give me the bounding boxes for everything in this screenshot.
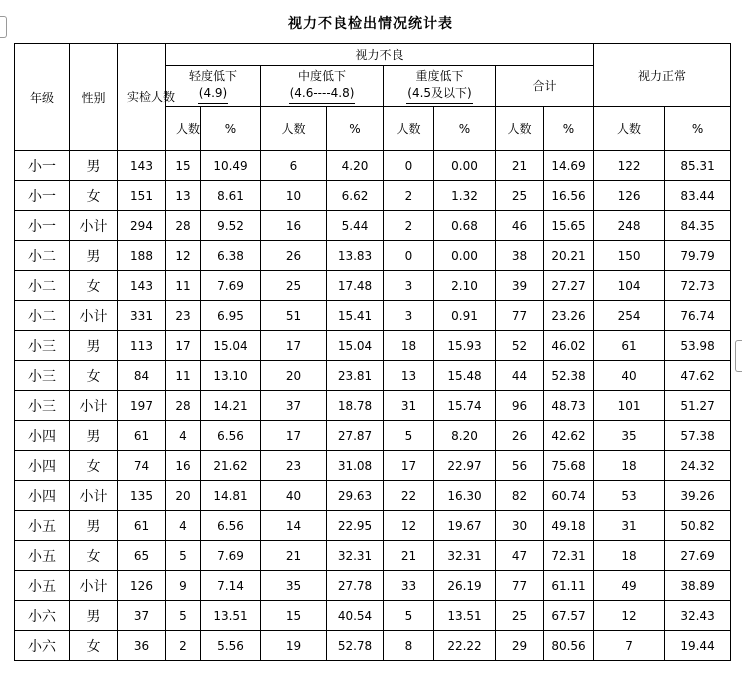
cell-examined: 37 xyxy=(118,601,166,631)
cell-moderate-count: 16 xyxy=(261,211,327,241)
cell-normal-percent: 47.62 xyxy=(665,361,731,391)
cell-grade: 小三 xyxy=(15,361,70,391)
cell-gender: 小计 xyxy=(70,301,118,331)
cell-subtotal-count: 82 xyxy=(496,481,544,511)
cell-mild-count: 13 xyxy=(166,181,201,211)
cell-severe-percent: 15.74 xyxy=(434,391,496,421)
cell-moderate-count: 14 xyxy=(261,511,327,541)
cell-examined: 143 xyxy=(118,271,166,301)
cell-subtotal-count: 38 xyxy=(496,241,544,271)
header-mild-percent: % xyxy=(201,107,261,151)
cell-subtotal-count: 77 xyxy=(496,301,544,331)
cell-examined: 188 xyxy=(118,241,166,271)
cell-subtotal-count: 46 xyxy=(496,211,544,241)
header-severe xyxy=(384,66,496,107)
cell-moderate-percent: 15.41 xyxy=(327,301,384,331)
table-row xyxy=(15,601,731,631)
cell-mild-percent: 15.04 xyxy=(201,331,261,361)
cell-normal-count: 31 xyxy=(594,511,665,541)
cell-grade: 小五 xyxy=(15,541,70,571)
cell-mild-count: 12 xyxy=(166,241,201,271)
cell-moderate-count: 51 xyxy=(261,301,327,331)
cell-gender: 女 xyxy=(70,271,118,301)
cell-subtotal-count: 25 xyxy=(496,601,544,631)
cell-moderate-percent: 29.63 xyxy=(327,481,384,511)
cell-mild-percent: 9.52 xyxy=(201,211,261,241)
cell-subtotal-percent: 49.18 xyxy=(544,511,594,541)
header-normal-count: 人数 xyxy=(594,107,665,151)
cell-severe-percent: 0.91 xyxy=(434,301,496,331)
cell-grade: 小一 xyxy=(15,211,70,241)
cell-normal-percent: 50.82 xyxy=(665,511,731,541)
cell-normal-percent: 76.74 xyxy=(665,301,731,331)
cell-subtotal-count: 29 xyxy=(496,631,544,661)
cell-mild-count: 17 xyxy=(166,331,201,361)
cell-examined: 294 xyxy=(118,211,166,241)
cell-normal-percent: 83.44 xyxy=(665,181,731,211)
cell-mild-percent: 6.95 xyxy=(201,301,261,331)
cell-gender: 小计 xyxy=(70,391,118,421)
cell-severe-count: 21 xyxy=(384,541,434,571)
cell-normal-percent: 53.98 xyxy=(665,331,731,361)
cell-mild-percent: 6.56 xyxy=(201,421,261,451)
cell-moderate-percent: 31.08 xyxy=(327,451,384,481)
cell-normal-count: 18 xyxy=(594,451,665,481)
table-row xyxy=(15,241,731,271)
cell-moderate-percent: 13.83 xyxy=(327,241,384,271)
cell-subtotal-percent: 42.62 xyxy=(544,421,594,451)
cell-grade: 小四 xyxy=(15,451,70,481)
cell-mild-percent: 7.14 xyxy=(201,571,261,601)
cell-gender: 男 xyxy=(70,241,118,271)
cell-moderate-percent: 15.04 xyxy=(327,331,384,361)
cell-moderate-count: 15 xyxy=(261,601,327,631)
header-moderate-range: (4.6----4.8) xyxy=(289,85,356,104)
cell-subtotal-count: 77 xyxy=(496,571,544,601)
table-row xyxy=(15,481,731,511)
cell-subtotal-count: 30 xyxy=(496,511,544,541)
cell-moderate-count: 37 xyxy=(261,391,327,421)
cell-grade: 小三 xyxy=(15,391,70,421)
cell-mild-percent: 6.56 xyxy=(201,511,261,541)
cell-normal-percent: 72.73 xyxy=(665,271,731,301)
cell-severe-count: 17 xyxy=(384,451,434,481)
cell-examined: 61 xyxy=(118,421,166,451)
cell-normal-percent: 79.79 xyxy=(665,241,731,271)
header-mild-label: 轻度低下 xyxy=(188,69,237,83)
cell-normal-count: 7 xyxy=(594,631,665,661)
cell-grade: 小二 xyxy=(15,271,70,301)
header-severe-range: (4.5及以下) xyxy=(406,85,472,104)
header-mild-count: 人数 xyxy=(166,107,201,151)
cell-normal-count: 126 xyxy=(594,181,665,211)
cell-severe-percent: 15.48 xyxy=(434,361,496,391)
page-title: 视力不良检出情况统计表 xyxy=(288,16,453,32)
cell-subtotal-percent: 16.56 xyxy=(544,181,594,211)
cell-mild-count: 11 xyxy=(166,271,201,301)
cell-mild-percent: 14.81 xyxy=(201,481,261,511)
cell-examined: 65 xyxy=(118,541,166,571)
table-row xyxy=(15,631,731,661)
cell-mild-percent: 7.69 xyxy=(201,541,261,571)
cell-grade: 小一 xyxy=(15,151,70,181)
header-moderate-label: 中度低下 xyxy=(297,69,346,83)
cell-mild-count: 4 xyxy=(166,421,201,451)
cell-grade: 小五 xyxy=(15,511,70,541)
cell-moderate-count: 19 xyxy=(261,631,327,661)
cell-mild-count: 11 xyxy=(166,361,201,391)
header-subtotal-count: 人数 xyxy=(496,107,544,151)
table-row xyxy=(15,451,731,481)
cell-subtotal-percent: 72.31 xyxy=(544,541,594,571)
cell-normal-percent: 85.31 xyxy=(665,151,731,181)
cell-severe-percent: 13.51 xyxy=(434,601,496,631)
cell-moderate-percent: 40.54 xyxy=(327,601,384,631)
cell-normal-count: 35 xyxy=(594,421,665,451)
cell-examined: 36 xyxy=(118,631,166,661)
cell-normal-percent: 57.38 xyxy=(665,421,731,451)
cell-subtotal-count: 39 xyxy=(496,271,544,301)
cell-gender: 男 xyxy=(70,331,118,361)
cell-subtotal-percent: 48.73 xyxy=(544,391,594,421)
cell-examined: 126 xyxy=(118,571,166,601)
cell-moderate-count: 17 xyxy=(261,421,327,451)
cell-subtotal-percent: 60.74 xyxy=(544,481,594,511)
cell-mild-percent: 5.56 xyxy=(201,631,261,661)
cell-moderate-percent: 18.78 xyxy=(327,391,384,421)
cell-severe-percent: 16.30 xyxy=(434,481,496,511)
cell-subtotal-percent: 15.65 xyxy=(544,211,594,241)
header-normal-vision: 视力正常 xyxy=(594,44,731,107)
cell-severe-count: 31 xyxy=(384,391,434,421)
table-row xyxy=(15,211,731,241)
cell-gender: 女 xyxy=(70,541,118,571)
cell-severe-percent: 15.93 xyxy=(434,331,496,361)
header-poor-vision: 视力不良 xyxy=(166,44,594,66)
cell-gender: 男 xyxy=(70,511,118,541)
cell-gender: 男 xyxy=(70,421,118,451)
cell-examined: 113 xyxy=(118,331,166,361)
cell-severe-percent: 22.22 xyxy=(434,631,496,661)
cell-moderate-count: 17 xyxy=(261,331,327,361)
cell-mild-percent: 8.61 xyxy=(201,181,261,211)
cell-grade: 小六 xyxy=(15,631,70,661)
cell-severe-percent: 0.00 xyxy=(434,241,496,271)
cell-mild-count: 4 xyxy=(166,511,201,541)
table-row xyxy=(15,511,731,541)
cell-moderate-count: 6 xyxy=(261,151,327,181)
header-subtotal: 合计 xyxy=(496,66,594,107)
cell-mild-count: 23 xyxy=(166,301,201,331)
cell-mild-count: 5 xyxy=(166,601,201,631)
cell-subtotal-percent: 14.69 xyxy=(544,151,594,181)
cell-subtotal-percent: 27.27 xyxy=(544,271,594,301)
header-severe-percent: % xyxy=(434,107,496,151)
cell-subtotal-count: 96 xyxy=(496,391,544,421)
table-row xyxy=(15,181,731,211)
header-moderate-count: 人数 xyxy=(261,107,327,151)
vision-statistics-table xyxy=(14,43,731,661)
cell-mild-count: 20 xyxy=(166,481,201,511)
header-row-1 xyxy=(15,44,731,66)
header-normal-percent: % xyxy=(665,107,731,151)
table-row xyxy=(15,331,731,361)
cell-mild-percent: 21.62 xyxy=(201,451,261,481)
table-row xyxy=(15,271,731,301)
cell-normal-count: 18 xyxy=(594,541,665,571)
cell-severe-count: 12 xyxy=(384,511,434,541)
cell-gender: 男 xyxy=(70,151,118,181)
cell-grade: 小四 xyxy=(15,481,70,511)
cell-severe-count: 18 xyxy=(384,331,434,361)
cell-subtotal-percent: 61.11 xyxy=(544,571,594,601)
cell-subtotal-percent: 75.68 xyxy=(544,451,594,481)
cell-normal-count: 101 xyxy=(594,391,665,421)
cell-mild-percent: 10.49 xyxy=(201,151,261,181)
cell-subtotal-count: 56 xyxy=(496,451,544,481)
cell-mild-count: 9 xyxy=(166,571,201,601)
header-moderate-percent: % xyxy=(327,107,384,151)
cell-severe-count: 13 xyxy=(384,361,434,391)
cell-gender: 女 xyxy=(70,451,118,481)
cell-normal-count: 150 xyxy=(594,241,665,271)
cell-mild-percent: 6.38 xyxy=(201,241,261,271)
cell-normal-count: 248 xyxy=(594,211,665,241)
cell-severe-count: 5 xyxy=(384,601,434,631)
cell-normal-count: 61 xyxy=(594,331,665,361)
cell-normal-percent: 51.27 xyxy=(665,391,731,421)
cell-mild-percent: 13.51 xyxy=(201,601,261,631)
cell-gender: 女 xyxy=(70,181,118,211)
cell-subtotal-count: 44 xyxy=(496,361,544,391)
cell-severe-count: 0 xyxy=(384,241,434,271)
cell-moderate-percent: 32.31 xyxy=(327,541,384,571)
cell-gender: 女 xyxy=(70,631,118,661)
table-row xyxy=(15,361,731,391)
cell-moderate-count: 23 xyxy=(261,451,327,481)
cell-severe-percent: 22.97 xyxy=(434,451,496,481)
cell-moderate-percent: 17.48 xyxy=(327,271,384,301)
cell-moderate-count: 35 xyxy=(261,571,327,601)
cell-severe-count: 33 xyxy=(384,571,434,601)
cell-mild-count: 5 xyxy=(166,541,201,571)
cell-examined: 151 xyxy=(118,181,166,211)
cell-moderate-percent: 6.62 xyxy=(327,181,384,211)
cell-severe-count: 22 xyxy=(384,481,434,511)
cell-severe-count: 5 xyxy=(384,421,434,451)
cell-grade: 小六 xyxy=(15,601,70,631)
cell-subtotal-percent: 80.56 xyxy=(544,631,594,661)
cell-mild-count: 2 xyxy=(166,631,201,661)
cell-grade: 小一 xyxy=(15,181,70,211)
cell-severe-percent: 2.10 xyxy=(434,271,496,301)
cell-gender: 小计 xyxy=(70,211,118,241)
cell-grade: 小二 xyxy=(15,241,70,271)
cell-moderate-count: 26 xyxy=(261,241,327,271)
cell-severe-count: 8 xyxy=(384,631,434,661)
cell-severe-count: 2 xyxy=(384,211,434,241)
cell-severe-percent: 8.20 xyxy=(434,421,496,451)
table-row xyxy=(15,421,731,451)
cell-severe-percent: 19.67 xyxy=(434,511,496,541)
cell-mild-count: 15 xyxy=(166,151,201,181)
cell-moderate-percent: 22.95 xyxy=(327,511,384,541)
cell-mild-percent: 14.21 xyxy=(201,391,261,421)
cell-examined: 84 xyxy=(118,361,166,391)
right-margin-marker xyxy=(735,340,742,372)
table-row xyxy=(15,391,731,421)
cell-moderate-count: 40 xyxy=(261,481,327,511)
cell-normal-count: 53 xyxy=(594,481,665,511)
cell-grade: 小四 xyxy=(15,421,70,451)
cell-severe-count: 3 xyxy=(384,301,434,331)
cell-subtotal-percent: 20.21 xyxy=(544,241,594,271)
cell-mild-count: 28 xyxy=(166,211,201,241)
header-moderate xyxy=(261,66,384,107)
cell-normal-percent: 38.89 xyxy=(665,571,731,601)
cell-subtotal-percent: 52.38 xyxy=(544,361,594,391)
header-grade: 年级 xyxy=(15,44,70,151)
cell-severe-percent: 0.00 xyxy=(434,151,496,181)
cell-subtotal-percent: 46.02 xyxy=(544,331,594,361)
header-mild-range: (4.9) xyxy=(198,85,228,104)
cell-severe-percent: 32.31 xyxy=(434,541,496,571)
cell-moderate-count: 25 xyxy=(261,271,327,301)
cell-subtotal-count: 26 xyxy=(496,421,544,451)
cell-normal-count: 40 xyxy=(594,361,665,391)
cell-normal-count: 122 xyxy=(594,151,665,181)
cell-gender: 男 xyxy=(70,601,118,631)
cell-moderate-percent: 23.81 xyxy=(327,361,384,391)
cell-subtotal-percent: 67.57 xyxy=(544,601,594,631)
cell-moderate-percent: 27.78 xyxy=(327,571,384,601)
cell-mild-count: 28 xyxy=(166,391,201,421)
cell-subtotal-count: 21 xyxy=(496,151,544,181)
cell-normal-count: 104 xyxy=(594,271,665,301)
cell-normal-percent: 32.43 xyxy=(665,601,731,631)
header-severe-count: 人数 xyxy=(384,107,434,151)
cell-normal-percent: 84.35 xyxy=(665,211,731,241)
cell-examined: 135 xyxy=(118,481,166,511)
table-row xyxy=(15,301,731,331)
cell-normal-percent: 27.69 xyxy=(665,541,731,571)
cell-mild-percent: 7.69 xyxy=(201,271,261,301)
cell-moderate-percent: 52.78 xyxy=(327,631,384,661)
header-mild xyxy=(166,66,261,107)
cell-severe-count: 0 xyxy=(384,151,434,181)
cell-normal-percent: 39.26 xyxy=(665,481,731,511)
cell-mild-percent: 13.10 xyxy=(201,361,261,391)
cell-examined: 143 xyxy=(118,151,166,181)
cell-mild-count: 16 xyxy=(166,451,201,481)
cell-moderate-percent: 5.44 xyxy=(327,211,384,241)
cell-severe-count: 3 xyxy=(384,271,434,301)
cell-normal-count: 12 xyxy=(594,601,665,631)
cell-severe-percent: 26.19 xyxy=(434,571,496,601)
cell-gender: 小计 xyxy=(70,571,118,601)
cell-normal-count: 254 xyxy=(594,301,665,331)
cell-moderate-count: 20 xyxy=(261,361,327,391)
cell-normal-count: 49 xyxy=(594,571,665,601)
cell-moderate-count: 21 xyxy=(261,541,327,571)
cell-examined: 197 xyxy=(118,391,166,421)
cell-moderate-count: 10 xyxy=(261,181,327,211)
cell-grade: 小二 xyxy=(15,301,70,331)
cell-subtotal-count: 25 xyxy=(496,181,544,211)
cell-severe-count: 2 xyxy=(384,181,434,211)
cell-severe-percent: 0.68 xyxy=(434,211,496,241)
cell-normal-percent: 19.44 xyxy=(665,631,731,661)
cell-subtotal-count: 52 xyxy=(496,331,544,361)
cell-examined: 331 xyxy=(118,301,166,331)
cell-examined: 74 xyxy=(118,451,166,481)
header-severe-label: 重度低下 xyxy=(415,69,464,83)
cell-moderate-percent: 27.87 xyxy=(327,421,384,451)
cell-subtotal-count: 47 xyxy=(496,541,544,571)
cell-gender: 小计 xyxy=(70,481,118,511)
table-row xyxy=(15,571,731,601)
cell-moderate-percent: 4.20 xyxy=(327,151,384,181)
cell-gender: 女 xyxy=(70,361,118,391)
table-row xyxy=(15,151,731,181)
header-subtotal-percent: % xyxy=(544,107,594,151)
cell-examined: 61 xyxy=(118,511,166,541)
header-examined: 实检人数 xyxy=(118,44,166,151)
cell-grade: 小五 xyxy=(15,571,70,601)
cell-severe-percent: 1.32 xyxy=(434,181,496,211)
cell-normal-percent: 24.32 xyxy=(665,451,731,481)
table-row xyxy=(15,541,731,571)
header-gender: 性别 xyxy=(70,44,118,151)
cell-grade: 小三 xyxy=(15,331,70,361)
cell-subtotal-percent: 23.26 xyxy=(544,301,594,331)
